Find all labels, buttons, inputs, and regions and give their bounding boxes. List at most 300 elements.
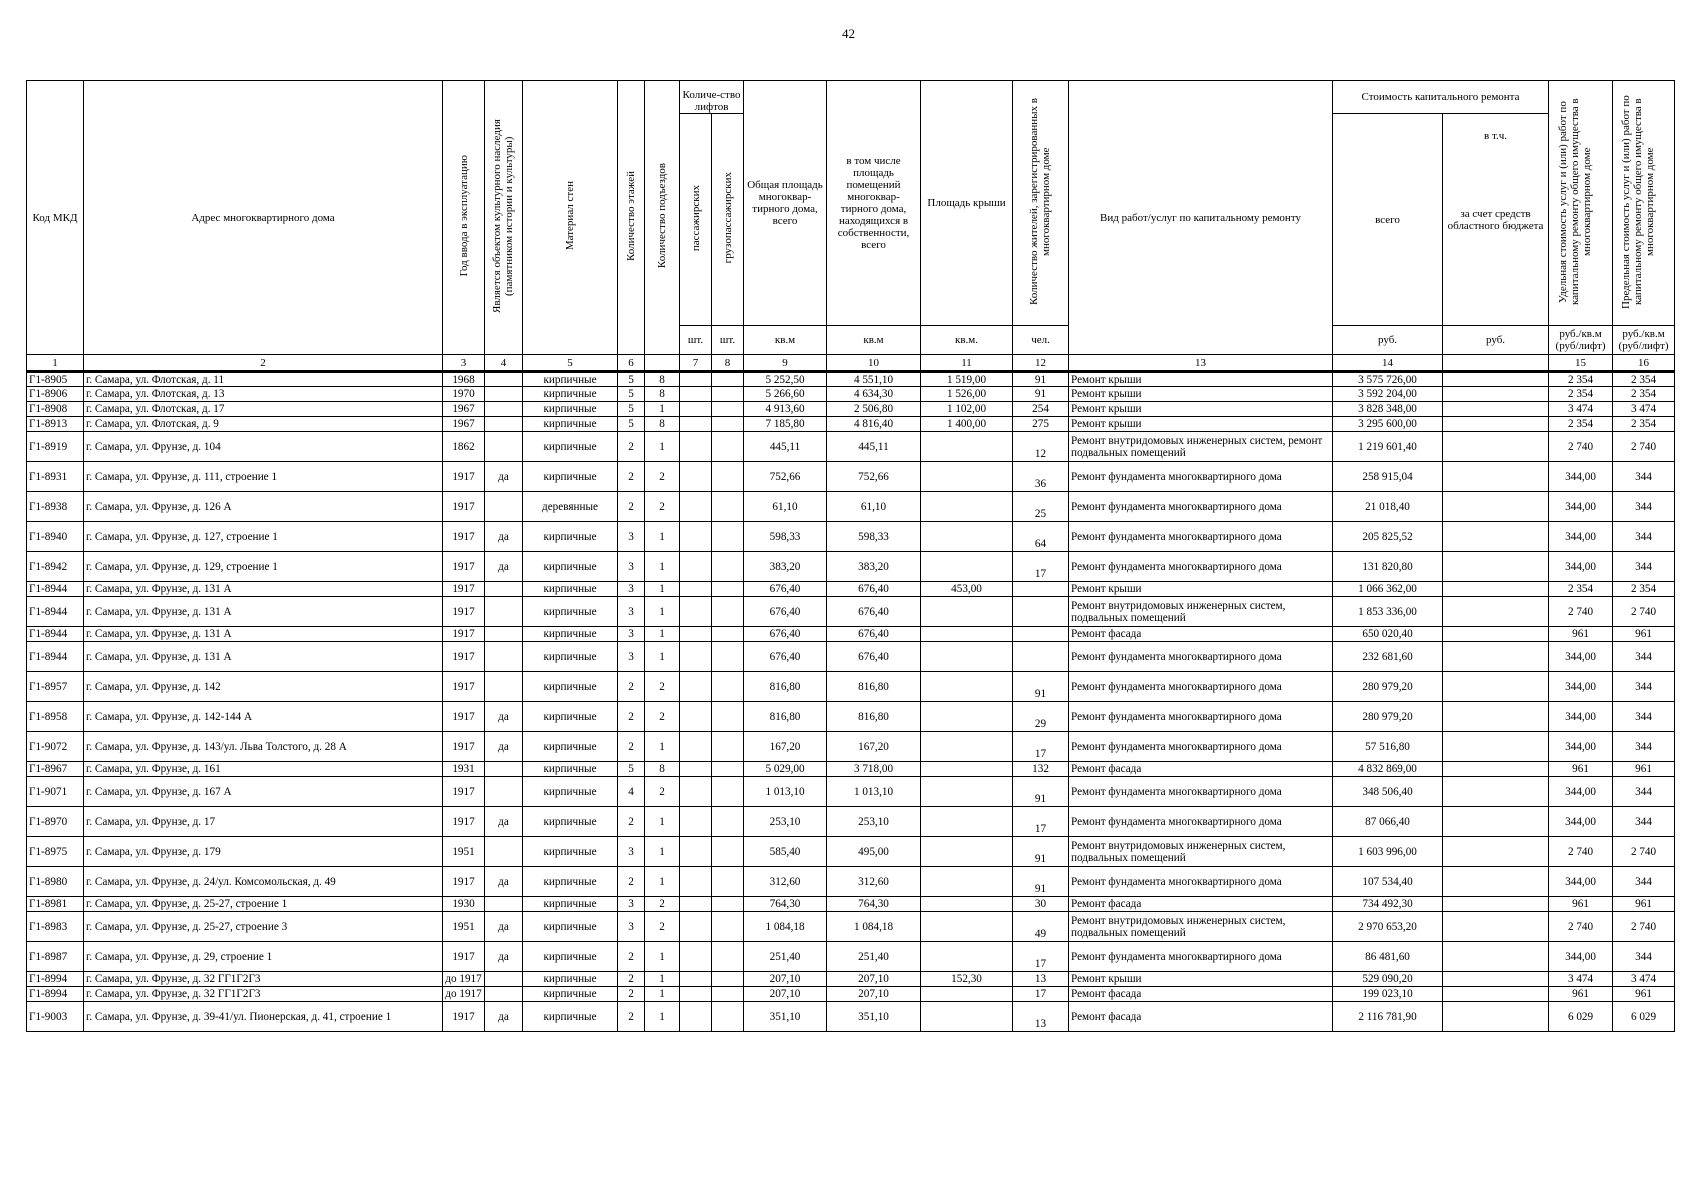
cell-year: 1951 [443,837,485,867]
column-number: 1 [27,355,84,372]
cell-owned-area: 351,10 [827,1002,921,1032]
cell-roof-area: 453,00 [921,582,1013,597]
cell-residents: 13 [1013,972,1069,987]
cell-residents [1013,597,1069,627]
cell-entrances: 1 [645,807,680,837]
cell-lifts-passenger [680,867,712,897]
cell-residents: 254 [1013,402,1069,417]
cell-entrances: 8 [645,387,680,402]
cell-code: Г1-8970 [27,807,84,837]
cell-heritage: да [485,867,523,897]
cell-material: кирпичные [523,987,618,1002]
cell-floors: 2 [618,1002,645,1032]
cell-work-type: Ремонт фундамента многоквартирного дома [1069,552,1333,582]
cell-address: г. Самара, ул. Флотская, д. 13 [84,387,443,402]
cell-work-type: Ремонт крыши [1069,387,1333,402]
cell-material: кирпичные [523,417,618,432]
cell-material: кирпичные [523,867,618,897]
cell-max-cost: 344 [1613,642,1675,672]
cell-material: кирпичные [523,432,618,462]
cell-unit-cost: 961 [1549,762,1613,777]
column-number: 4 [485,355,523,372]
table-row [27,807,1675,837]
cell-owned-area: 495,00 [827,837,921,867]
column-number: 16 [1613,355,1675,372]
cell-code: Г1-8987 [27,942,84,972]
cell-lifts-passenger [680,987,712,1002]
cell-unit-cost: 961 [1549,987,1613,1002]
cell-max-cost: 2 740 [1613,837,1675,867]
column-number: 12 [1013,355,1069,372]
cell-work-type: Ремонт фасада [1069,627,1333,642]
cell-lifts-cargo [712,672,744,702]
header-year: Год ввода в эксплуатацию [443,81,485,355]
cell-work-type: Ремонт фундамента многоквартирного дома [1069,702,1333,732]
table-row [27,777,1675,807]
cell-work-type: Ремонт фасада [1069,897,1333,912]
cell-entrances: 1 [645,867,680,897]
cell-floors: 5 [618,417,645,432]
cell-lifts-cargo [712,462,744,492]
table-body [27,372,1675,1032]
cell-floors: 2 [618,672,645,702]
cell-lifts-passenger [680,522,712,552]
cell-code: Г1-8975 [27,837,84,867]
cell-owned-area: 251,40 [827,942,921,972]
cell-residents [1013,627,1069,642]
cell-lifts-passenger [680,777,712,807]
column-number: 13 [1069,355,1333,372]
cell-code: Г1-8906 [27,387,84,402]
cell-entrances: 1 [645,1002,680,1032]
cell-year: 1917 [443,732,485,762]
cell-floors: 4 [618,777,645,807]
cell-residents: 36 [1013,462,1069,492]
cell-address: г. Самара, ул. Флотская, д. 17 [84,402,443,417]
table-row [27,432,1675,462]
cell-cost-regional [1443,1002,1549,1032]
cell-work-type: Ремонт фасада [1069,1002,1333,1032]
cell-lifts-cargo [712,582,744,597]
header-roof-area: Площадь крыши [921,81,1013,326]
cell-lifts-cargo [712,837,744,867]
table-row [27,492,1675,522]
cell-roof-area: 152,30 [921,972,1013,987]
cell-cost-total: 529 090,20 [1333,972,1443,987]
table-row [27,627,1675,642]
cell-roof-area [921,462,1013,492]
cell-roof-area [921,597,1013,627]
cell-cost-regional [1443,702,1549,732]
cell-lifts-passenger [680,1002,712,1032]
header-cost-regional: за счет средств областного бюджета [1447,208,1544,232]
cell-unit-cost: 344,00 [1549,642,1613,672]
cell-floors: 2 [618,432,645,462]
cell-year: 1967 [443,402,485,417]
cell-heritage [485,837,523,867]
table-row [27,942,1675,972]
cell-entrances: 1 [645,402,680,417]
cell-heritage: да [485,1002,523,1032]
column-number: 14 [1333,355,1443,372]
cell-code: Г1-8994 [27,972,84,987]
cell-lifts-cargo [712,597,744,627]
cell-roof-area: 1 519,00 [921,372,1013,387]
cell-address: г. Самара, ул. Фрунзе, д. 142 [84,672,443,702]
cell-floors: 3 [618,837,645,867]
unit-owned-area: кв.м [827,326,921,355]
cell-unit-cost: 344,00 [1549,867,1613,897]
cell-address: г. Самара, ул. Фрунзе, д. 129, строение 1 [84,552,443,582]
cell-cost-total: 734 492,30 [1333,897,1443,912]
header-residents: Количество жителей, зарегистрированных в многоквартирном доме [1013,81,1069,326]
cell-total-area: 676,40 [744,597,827,627]
table-row [27,1002,1675,1032]
cell-total-area: 816,80 [744,702,827,732]
cell-lifts-cargo [712,492,744,522]
cell-lifts-cargo [712,972,744,987]
cell-material: кирпичные [523,942,618,972]
cell-max-cost: 961 [1613,762,1675,777]
cell-unit-cost: 2 354 [1549,417,1613,432]
table-row [27,417,1675,432]
cell-owned-area: 752,66 [827,462,921,492]
cell-code: Г1-8981 [27,897,84,912]
cell-lifts-passenger [680,972,712,987]
cell-heritage: да [485,807,523,837]
cell-owned-area: 253,10 [827,807,921,837]
cell-year: до 1917 [443,987,485,1002]
cell-lifts-passenger [680,762,712,777]
cell-total-area: 676,40 [744,627,827,642]
table-row [27,522,1675,552]
unit-lifts-passenger: шт. [680,326,712,355]
cell-lifts-passenger [680,732,712,762]
cell-code: Г1-8919 [27,432,84,462]
header-owned-area: в том числе площадь помещений многоквар-тирного дома, находящихся в собственности, всего [827,81,921,326]
cell-total-area: 752,66 [744,462,827,492]
cell-lifts-cargo [712,552,744,582]
header-cost-incl: в т.ч. [1484,130,1507,142]
cell-floors: 3 [618,912,645,942]
cell-material: кирпичные [523,807,618,837]
cell-code: Г1-8957 [27,672,84,702]
cell-cost-regional [1443,867,1549,897]
cell-max-cost: 344 [1613,777,1675,807]
table-row [27,402,1675,417]
cell-cost-total: 280 979,20 [1333,672,1443,702]
column-number: 10 [827,355,921,372]
cell-cost-total: 86 481,60 [1333,942,1443,972]
cell-residents: 91 [1013,867,1069,897]
cell-lifts-cargo [712,402,744,417]
header-heritage: Является объектом культурного наследия (памятником истории и культуры) [485,81,523,355]
cell-heritage [485,417,523,432]
cell-residents: 91 [1013,372,1069,387]
cell-address: г. Самара, ул. Фрунзе, д. 25-27, строение 1 [84,897,443,912]
cell-year: 1931 [443,762,485,777]
cell-lifts-cargo [712,777,744,807]
cell-entrances: 1 [645,987,680,1002]
cell-year: 1917 [443,867,485,897]
cell-year: 1917 [443,942,485,972]
cell-unit-cost: 344,00 [1549,672,1613,702]
cell-entrances: 8 [645,762,680,777]
cell-lifts-passenger [680,462,712,492]
cell-total-area: 598,33 [744,522,827,552]
cell-cost-total: 21 018,40 [1333,492,1443,522]
cell-heritage [485,432,523,462]
cell-total-area: 351,10 [744,1002,827,1032]
cell-entrances: 1 [645,837,680,867]
cell-cost-regional [1443,432,1549,462]
cell-residents: 13 [1013,1002,1069,1032]
cell-year: 1917 [443,642,485,672]
cell-residents: 91 [1013,777,1069,807]
cell-floors: 2 [618,972,645,987]
cell-work-type: Ремонт крыши [1069,402,1333,417]
column-number [1443,355,1549,372]
cell-lifts-cargo [712,762,744,777]
cell-entrances: 2 [645,462,680,492]
cell-address: г. Самара, ул. Фрунзе, д. 29, строение 1 [84,942,443,972]
cell-work-type: Ремонт внутридомовых инженерных систем, подвальных помещений [1069,597,1333,627]
cell-max-cost: 344 [1613,522,1675,552]
cell-cost-total: 1 603 996,00 [1333,837,1443,867]
cell-floors: 5 [618,762,645,777]
cell-owned-area: 3 718,00 [827,762,921,777]
cell-total-area: 207,10 [744,987,827,1002]
cell-floors: 3 [618,897,645,912]
cell-entrances: 1 [645,972,680,987]
column-number: 5 [523,355,618,372]
cell-max-cost: 6 029 [1613,1002,1675,1032]
cell-total-area: 445,11 [744,432,827,462]
cell-lifts-cargo [712,522,744,552]
cell-material: кирпичные [523,762,618,777]
cell-roof-area: 1 400,00 [921,417,1013,432]
cell-max-cost: 2 740 [1613,597,1675,627]
cell-residents: 17 [1013,942,1069,972]
cell-year: до 1917 [443,972,485,987]
cell-roof-area [921,732,1013,762]
unit-max-cost: руб./кв.м (руб/лифт) [1613,326,1675,355]
cell-total-area: 816,80 [744,672,827,702]
cell-heritage: да [485,732,523,762]
header-total-area: Общая площадь многоквар-тирного дома, всего [744,81,827,326]
cell-owned-area: 1 084,18 [827,912,921,942]
cell-lifts-passenger [680,912,712,942]
cell-cost-total: 3 575 726,00 [1333,372,1443,387]
cell-residents: 17 [1013,732,1069,762]
cell-roof-area [921,672,1013,702]
cell-entrances: 1 [645,522,680,552]
cell-roof-area [921,807,1013,837]
header-lifts: Количе-ство лифтов [680,81,744,114]
cell-cost-regional [1443,597,1549,627]
cell-lifts-cargo [712,732,744,762]
header-work-type: Вид работ/услуг по капитальному ремонту [1069,81,1333,355]
cell-max-cost: 961 [1613,897,1675,912]
cell-unit-cost: 2 354 [1549,582,1613,597]
cell-code: Г1-9003 [27,1002,84,1032]
cell-lifts-passenger [680,837,712,867]
cell-unit-cost: 344,00 [1549,777,1613,807]
cell-cost-total: 258 915,04 [1333,462,1443,492]
cell-year: 1917 [443,627,485,642]
cell-lifts-cargo [712,432,744,462]
cell-lifts-passenger [680,942,712,972]
cell-cost-total: 131 820,80 [1333,552,1443,582]
column-number: 8 [712,355,744,372]
table-row [27,702,1675,732]
cell-lifts-passenger [680,372,712,387]
cell-owned-area: 764,30 [827,897,921,912]
cell-heritage: да [485,522,523,552]
cell-code: Г1-8938 [27,492,84,522]
cell-owned-area: 1 013,10 [827,777,921,807]
cell-address: г. Самара, ул. Фрунзе, д. 142-144 А [84,702,443,732]
cell-owned-area: 2 506,80 [827,402,921,417]
table-row [27,897,1675,912]
cell-unit-cost: 6 029 [1549,1002,1613,1032]
cell-roof-area [921,777,1013,807]
cell-year: 1930 [443,897,485,912]
cell-lifts-cargo [712,912,744,942]
cell-heritage [485,387,523,402]
cell-max-cost: 3 474 [1613,402,1675,417]
cell-unit-cost: 344,00 [1549,492,1613,522]
cell-owned-area: 61,10 [827,492,921,522]
cell-max-cost: 344 [1613,732,1675,762]
cell-max-cost: 344 [1613,702,1675,732]
cell-cost-regional [1443,942,1549,972]
cell-owned-area: 4 816,40 [827,417,921,432]
cell-unit-cost: 961 [1549,627,1613,642]
cell-work-type: Ремонт фасада [1069,987,1333,1002]
column-number: 7 [680,355,712,372]
cell-heritage: да [485,552,523,582]
cell-lifts-passenger [680,642,712,672]
table-row [27,762,1675,777]
cell-work-type: Ремонт крыши [1069,582,1333,597]
table-row [27,672,1675,702]
cell-year: 1917 [443,777,485,807]
cell-cost-total: 2 970 653,20 [1333,912,1443,942]
cell-address: г. Самара, ул. Флотская, д. 11 [84,372,443,387]
cell-material: кирпичные [523,897,618,912]
cell-entrances: 2 [645,912,680,942]
table-row [27,912,1675,942]
cell-work-type: Ремонт фасада [1069,762,1333,777]
cell-code: Г1-8942 [27,552,84,582]
header-lifts-cargo: грузопассажирских [712,114,744,326]
cell-floors: 2 [618,492,645,522]
cell-unit-cost: 344,00 [1549,462,1613,492]
cell-lifts-cargo [712,372,744,387]
cell-material: кирпичные [523,462,618,492]
cell-material: кирпичные [523,972,618,987]
cell-cost-regional [1443,837,1549,867]
cell-max-cost: 344 [1613,462,1675,492]
cell-lifts-passenger [680,552,712,582]
cell-roof-area [921,987,1013,1002]
column-number-row [27,355,1675,372]
cell-floors: 3 [618,552,645,582]
cell-cost-regional [1443,627,1549,642]
cell-cost-total: 2 116 781,90 [1333,1002,1443,1032]
cell-roof-area [921,627,1013,642]
cell-residents: 25 [1013,492,1069,522]
cell-max-cost: 344 [1613,942,1675,972]
cell-address: г. Самара, ул. Фрунзе, д. 39-41/ул. Пионерская, д. 41, строение 1 [84,1002,443,1032]
cell-cost-regional [1443,552,1549,582]
cell-lifts-cargo [712,417,744,432]
cell-material: кирпичные [523,1002,618,1032]
cell-residents: 64 [1013,522,1069,552]
cell-max-cost: 2 354 [1613,372,1675,387]
cell-address: г. Самара, ул. Фрунзе, д. 25-27, строение 3 [84,912,443,942]
cell-work-type: Ремонт внутридомовых инженерных систем, ремонт подвальных помещений [1069,432,1333,462]
header-cost: Стоимость капитального ремонта [1333,81,1549,114]
cell-heritage [485,372,523,387]
cell-address: г. Самара, ул. Фрунзе, д. 104 [84,432,443,462]
cell-material: кирпичные [523,837,618,867]
cell-year: 1917 [443,807,485,837]
cell-floors: 2 [618,702,645,732]
cell-cost-regional [1443,672,1549,702]
cell-residents [1013,582,1069,597]
table-row [27,462,1675,492]
cell-work-type: Ремонт фундамента многоквартирного дома [1069,807,1333,837]
cell-heritage [485,987,523,1002]
cell-entrances: 1 [645,597,680,627]
cell-total-area: 167,20 [744,732,827,762]
cell-cost-regional [1443,987,1549,1002]
cell-lifts-passenger [680,417,712,432]
cell-unit-cost: 344,00 [1549,702,1613,732]
cell-floors: 2 [618,807,645,837]
cell-material: кирпичные [523,702,618,732]
cell-lifts-cargo [712,897,744,912]
column-number: 11 [921,355,1013,372]
cell-work-type: Ремонт фундамента многоквартирного дома [1069,642,1333,672]
cell-total-area: 764,30 [744,897,827,912]
cell-address: г. Самара, ул. Фрунзе, д. 127, строение 1 [84,522,443,552]
cell-max-cost: 961 [1613,627,1675,642]
cell-year: 1917 [443,462,485,492]
cell-work-type: Ремонт крыши [1069,372,1333,387]
cell-cost-total: 280 979,20 [1333,702,1443,732]
unit-residents: чел. [1013,326,1069,355]
cell-total-area: 676,40 [744,582,827,597]
cell-total-area: 253,10 [744,807,827,837]
cell-code: Г1-8944 [27,597,84,627]
cell-cost-total: 3 592 204,00 [1333,387,1443,402]
cell-code: Г1-8967 [27,762,84,777]
cell-floors: 2 [618,867,645,897]
cell-cost-regional [1443,777,1549,807]
cell-year: 1917 [443,1002,485,1032]
cell-max-cost: 2 740 [1613,912,1675,942]
cell-max-cost: 2 740 [1613,432,1675,462]
cell-residents: 17 [1013,552,1069,582]
cell-lifts-cargo [712,627,744,642]
cell-roof-area [921,912,1013,942]
cell-total-area: 5 029,00 [744,762,827,777]
cell-owned-area: 207,10 [827,972,921,987]
cell-entrances: 1 [645,627,680,642]
